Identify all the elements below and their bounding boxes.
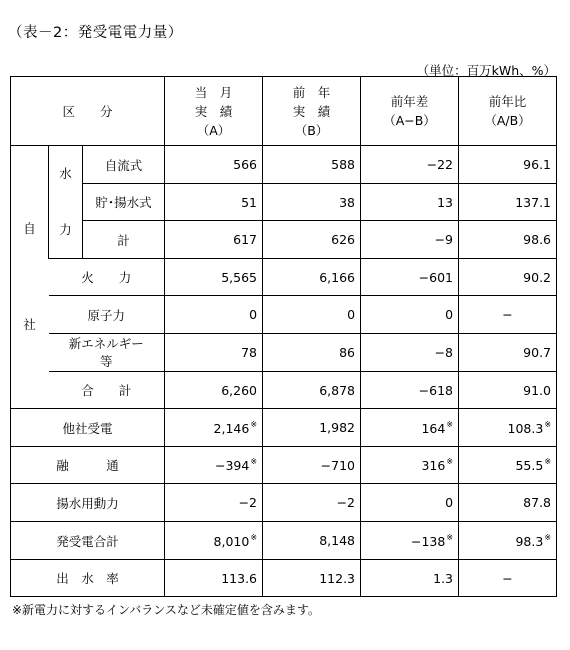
group-suiryoku: 水 力 — [49, 146, 83, 259]
table-row — [11, 484, 557, 522]
cell-a: 78 — [165, 334, 263, 372]
header-col-diff: 前年差 （A−B） — [361, 77, 459, 146]
row-label: 揚水用動力 — [11, 484, 165, 522]
header-col-a: 当 月 実 績 （A） — [165, 77, 263, 146]
header-row — [11, 77, 557, 146]
header-col-b: 前 年 実 績 （B） — [263, 77, 361, 146]
cell-diff: −618 — [361, 372, 459, 409]
cell-a: −2 — [165, 484, 263, 522]
row-label: 貯･揚水式 — [83, 184, 165, 221]
cell-a: 0 — [165, 296, 263, 334]
row-label: 新エネルギー 等 — [49, 334, 165, 372]
cell-a: 8,010※ — [165, 522, 263, 560]
row-label: 火 力 — [49, 259, 165, 296]
row-label: 他社受電 — [11, 409, 165, 447]
table-row — [11, 522, 557, 560]
table-row — [11, 184, 557, 221]
cell-a: 5,565 — [165, 259, 263, 296]
cell-ratio: 90.2 — [459, 259, 557, 296]
group-jisha: 自 社 — [11, 146, 49, 409]
cell-ratio: − — [459, 560, 557, 597]
cell-ratio: 55.5※ — [459, 447, 557, 484]
cell-diff: −138※ — [361, 522, 459, 560]
cell-diff: 0 — [361, 484, 459, 522]
row-label: 合 計 — [49, 372, 165, 409]
cell-a: 617 — [165, 221, 263, 259]
cell-diff: 0 — [361, 296, 459, 334]
cell-b: 8,148 — [263, 522, 361, 560]
row-label: 発受電合計 — [11, 522, 165, 560]
cell-ratio: 108.3※ — [459, 409, 557, 447]
table-row — [11, 259, 557, 296]
cell-b: 588 — [263, 146, 361, 184]
cell-diff: 13 — [361, 184, 459, 221]
footnote: ※新電力に対するインバランスなど未確定値を含みます。 — [12, 603, 320, 617]
cell-ratio: 96.1 — [459, 146, 557, 184]
cell-diff: 164※ — [361, 409, 459, 447]
cell-diff: −9 — [361, 221, 459, 259]
power-table — [10, 76, 557, 597]
header-col-ratio: 前年比 （A/B） — [459, 77, 557, 146]
table-row — [11, 372, 557, 409]
unit-label: （単位：百万kWh、%） — [416, 63, 556, 78]
cell-ratio: 87.8 — [459, 484, 557, 522]
table-row — [11, 296, 557, 334]
table-row — [11, 221, 557, 259]
cell-a: 113.6 — [165, 560, 263, 597]
cell-ratio: 91.0 — [459, 372, 557, 409]
cell-diff: −601 — [361, 259, 459, 296]
row-label: 自流式 — [83, 146, 165, 184]
cell-diff: 1.3 — [361, 560, 459, 597]
cell-a: 6,260 — [165, 372, 263, 409]
row-label: 融 通 — [11, 447, 165, 484]
table-row — [11, 334, 557, 372]
header-kubun: 区 分 — [11, 77, 165, 146]
cell-b: 86 — [263, 334, 361, 372]
cell-a: 566 — [165, 146, 263, 184]
cell-a: 2,146※ — [165, 409, 263, 447]
cell-ratio: 90.7 — [459, 334, 557, 372]
cell-b: 6,878 — [263, 372, 361, 409]
cell-ratio: 98.6 — [459, 221, 557, 259]
row-label: 原子力 — [49, 296, 165, 334]
cell-diff: −22 — [361, 146, 459, 184]
cell-b: 6,166 — [263, 259, 361, 296]
cell-b: 0 — [263, 296, 361, 334]
cell-b: 626 — [263, 221, 361, 259]
row-label: 計 — [83, 221, 165, 259]
cell-ratio: 98.3※ — [459, 522, 557, 560]
table-row — [11, 409, 557, 447]
cell-b: −710 — [263, 447, 361, 484]
cell-a: −394※ — [165, 447, 263, 484]
cell-ratio: 137.1 — [459, 184, 557, 221]
table-row — [11, 447, 557, 484]
cell-b: 1,982 — [263, 409, 361, 447]
cell-diff: −8 — [361, 334, 459, 372]
cell-diff: 316※ — [361, 447, 459, 484]
table-row — [11, 146, 557, 184]
cell-ratio: − — [459, 296, 557, 334]
table-title: （表－2：発受電電力量） — [8, 25, 183, 41]
cell-b: 112.3 — [263, 560, 361, 597]
cell-a: 51 — [165, 184, 263, 221]
cell-b: −2 — [263, 484, 361, 522]
row-label: 出 水 率 — [11, 560, 165, 597]
cell-b: 38 — [263, 184, 361, 221]
table-row — [11, 560, 557, 597]
